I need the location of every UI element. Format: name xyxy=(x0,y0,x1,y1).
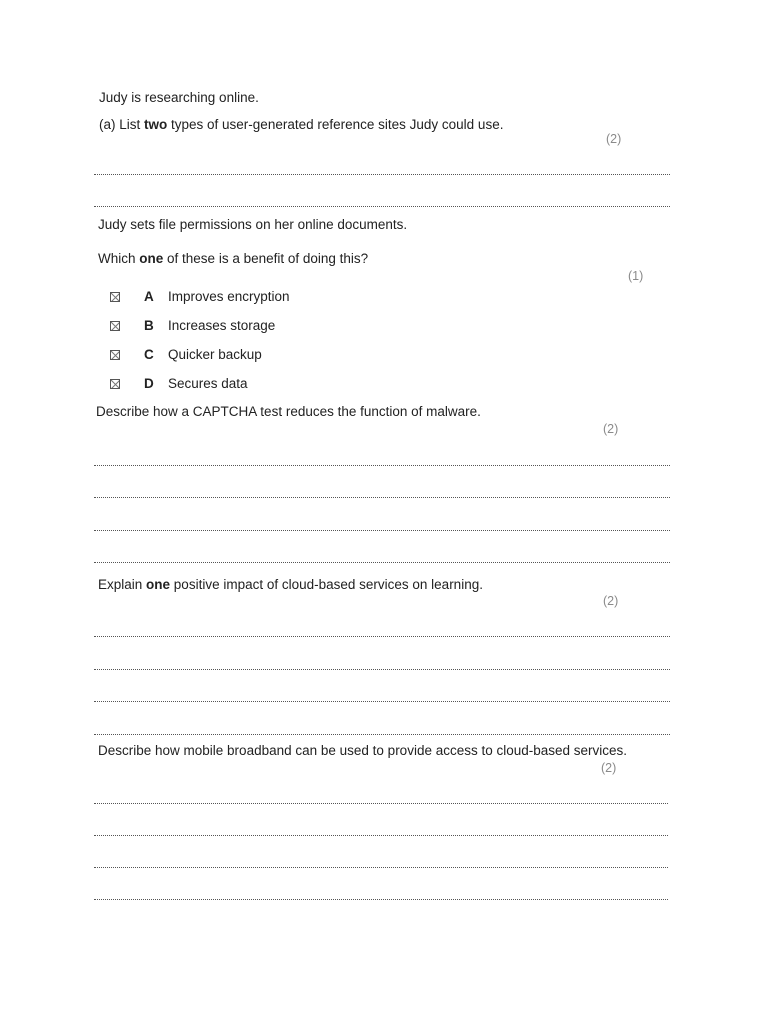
q3-answer-line-2[interactable] xyxy=(94,497,670,498)
q5-answer-line-3[interactable] xyxy=(94,867,668,868)
checkbox-d[interactable] xyxy=(110,379,120,389)
q5-answer-line-4[interactable] xyxy=(94,899,668,900)
option-b-text: Increases storage xyxy=(168,318,276,333)
q4-answer-line-3[interactable] xyxy=(94,701,670,702)
q3-prompt: Describe how a CAPTCHA test reduces the function of malware. xyxy=(96,404,481,419)
q3-marks: (2) xyxy=(603,422,619,436)
q5-answer-line-1[interactable] xyxy=(94,803,668,804)
q5-answer-line-2[interactable] xyxy=(94,835,668,836)
q3-answer-line-1[interactable] xyxy=(94,465,670,466)
checkbox-c[interactable] xyxy=(110,350,120,360)
option-b-letter: B xyxy=(144,318,154,333)
q4-marks: (2) xyxy=(603,594,619,608)
q2-marks: (1) xyxy=(628,269,644,283)
q4-answer-line-4[interactable] xyxy=(94,734,670,735)
q1-part-a: (a) List two types of user-generated reference sites Judy could use. xyxy=(99,117,504,132)
option-a-text: Improves encryption xyxy=(168,289,290,304)
option-d-text: Secures data xyxy=(168,376,248,391)
checkbox-b[interactable] xyxy=(110,321,120,331)
option-c-text: Quicker backup xyxy=(168,347,262,362)
q5-marks: (2) xyxy=(601,761,617,775)
q1-marks: (2) xyxy=(606,132,622,146)
option-a-letter: A xyxy=(144,289,154,304)
q2-prompt: Which one of these is a benefit of doing this? xyxy=(98,251,369,266)
q1-answer-line-2[interactable] xyxy=(94,206,670,207)
q4-answer-line-1[interactable] xyxy=(94,636,670,637)
q4-prompt: Explain one positive impact of cloud-based services on learning. xyxy=(98,577,483,592)
q2-intro: Judy sets file permissions on her online documents. xyxy=(98,217,408,232)
q4-answer-line-2[interactable] xyxy=(94,669,670,670)
q3-answer-line-3[interactable] xyxy=(94,530,670,531)
option-c-letter: C xyxy=(144,347,154,362)
q1-answer-line-1[interactable] xyxy=(94,174,670,175)
checkbox-a[interactable] xyxy=(110,292,120,302)
option-d-letter: D xyxy=(144,376,154,391)
q5-prompt: Describe how mobile broadband can be used to provide access to cloud-based services. xyxy=(98,743,628,758)
q3-answer-line-4[interactable] xyxy=(94,562,670,563)
q1-stem: Judy is researching online. xyxy=(99,90,259,105)
